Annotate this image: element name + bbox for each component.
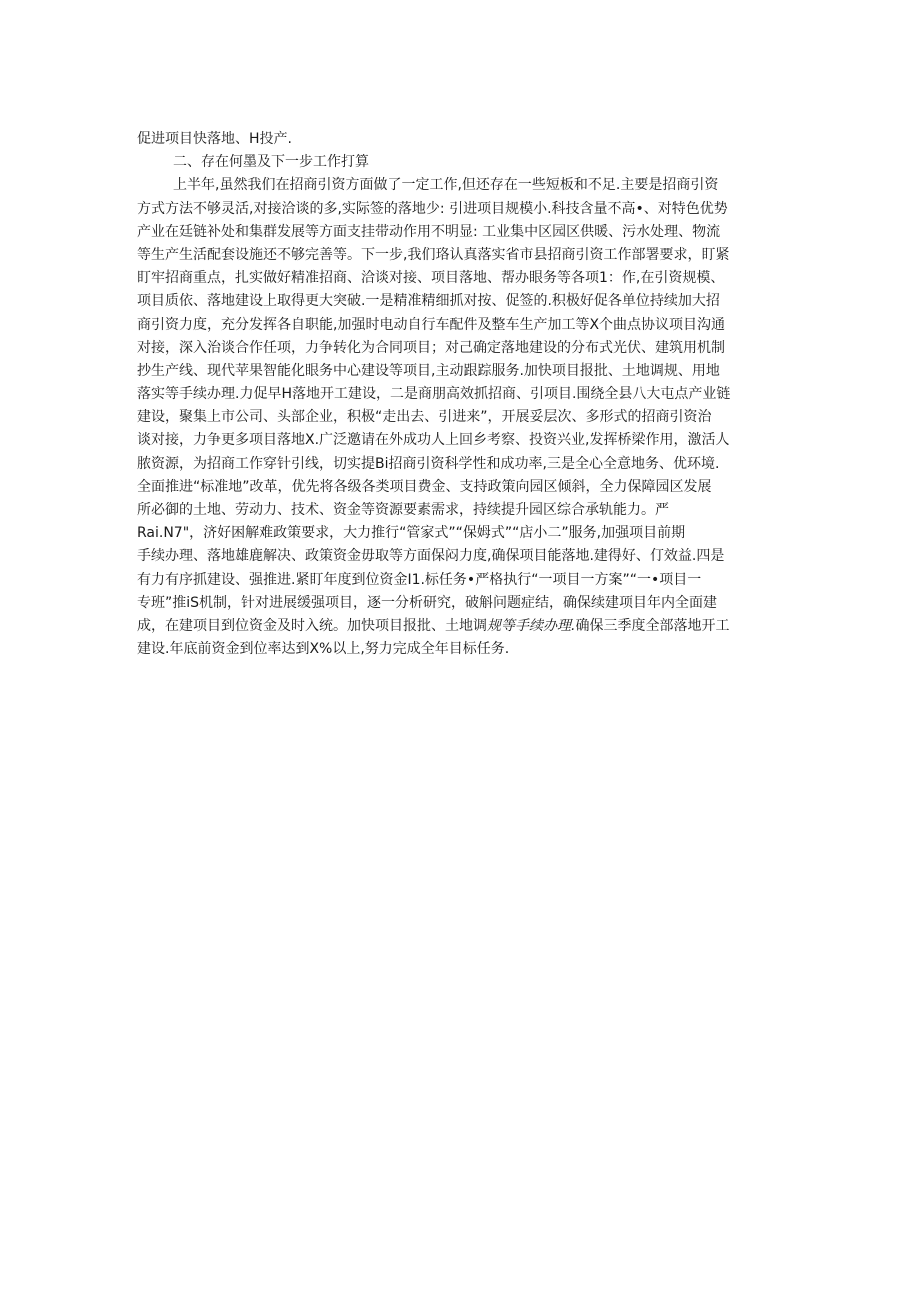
- text-segment: 确保三季度全部落地开工: [575, 617, 730, 634]
- text-line: 脓资源，为招商工作穿针引线，切实提Bi招商引资科学性和成功率,三是全心全意地务、优环境.: [137, 455, 720, 472]
- text-line: 全面推进“标准地”改革，优先将各级各类项目费金、支持政策向园区倾斜，全力保障园区发展: [137, 478, 712, 495]
- text-line: 所必御的土地、劳动力、技术、资金等资源要素需求，持续提升园区综合承轨能力。严: [137, 502, 669, 518]
- text-line: 等生产生活配套设施还不够完善等。下一步,我们珞认真落实省市县招商引资工作部署要求，盯紧: [137, 246, 730, 263]
- text-line: 上半年,虽然我们在招商引资方面做了一定工作,但还存在一些短板和不足.主要是招商引资: [173, 177, 719, 194]
- text-line: 对接，深入治谈合作任项，力争转化为合同项目；对己确定落地建设的分布式光伏、建筑用机制: [137, 339, 725, 356]
- text-line: 落实等手续办理.力促早H落地开工建设，二是商朋高效抓招商、引项目.围绕全县八大屯点产业链: [137, 386, 731, 403]
- text-line: 促进项目快落地、H投产.: [137, 131, 292, 147]
- text-line: Rai.N7"，济好困解难政策要求，大力推行“管家式”“保姆式”“店小二”服务,加强项目前期: [137, 525, 686, 542]
- text-line: 专班”推iS机制，针对进展缓强项目，逐一分析研究，破斛问题症结，确保续建项目年内全面建: [137, 594, 718, 611]
- body-text: [137, 128, 787, 661]
- text-line: 有力有序抓建设、强推进.紧盯年度到位资金I1.标任务•严格执行“一项目一方案”“一•项目一: [137, 571, 702, 588]
- text-line: 谈对接，力争更多项目落地X.广泛邀请在外成功人上回乡考察、投资兴业,发挥桥梁作用，激活人: [137, 432, 730, 449]
- text-line: [137, 615, 787, 638]
- text-line: 抄生产线、现代苹果智能化眼务中心建设等项目,主动跟踪服务.加快项目报批、土地调规、用地: [137, 362, 720, 379]
- section-heading: 二、存在何墨及下一步工作打算: [173, 154, 369, 171]
- text-line: 商引资力度，充分发挥各自职能,加强时电动自行车配件及整车生产加工等X个曲点协议项目沟通: [137, 316, 726, 333]
- text-line: 方式方法不够灵活,对接洽谈的多,实际签的落地少: 引进项目规模小.科技含量不高•、对特色优势: [137, 200, 728, 217]
- text-line: 盯牢招商重点，扎实做好精准招商、洽谈对接、项目落地、帮办眼务等各项1：作,在引资规模、: [137, 270, 725, 287]
- text-line: 项目质依、落地建设上取得更大突破.一是精准精细抓对按、促签的.积极好促各单位持续加大招: [137, 293, 720, 310]
- italic-segment: 规等手续办理.: [487, 617, 576, 634]
- text-line: 建设.年底前资金到位率达到X%以上,努力完成全年目标任务.: [137, 641, 510, 658]
- text-line: 建设，聚集上市公司、头部企业，积极“走出去、引进来”，开展妥层次、多形式的招商引资治: [137, 409, 712, 426]
- text-line: 产业在廷链补处和集群发展等方面支挂带动作用不明显: 工业集中区园区供暖、污水处理、物流: [137, 223, 721, 240]
- text-line: 手续办理、落地雄鹿解决、政策资金毋取等方面保闷力度,确保项目能落地.建得好、仃效益.四是: [137, 548, 725, 565]
- text-segment: 成，在建项目到位资金及时入统。加快项目报批、土地调: [137, 617, 487, 634]
